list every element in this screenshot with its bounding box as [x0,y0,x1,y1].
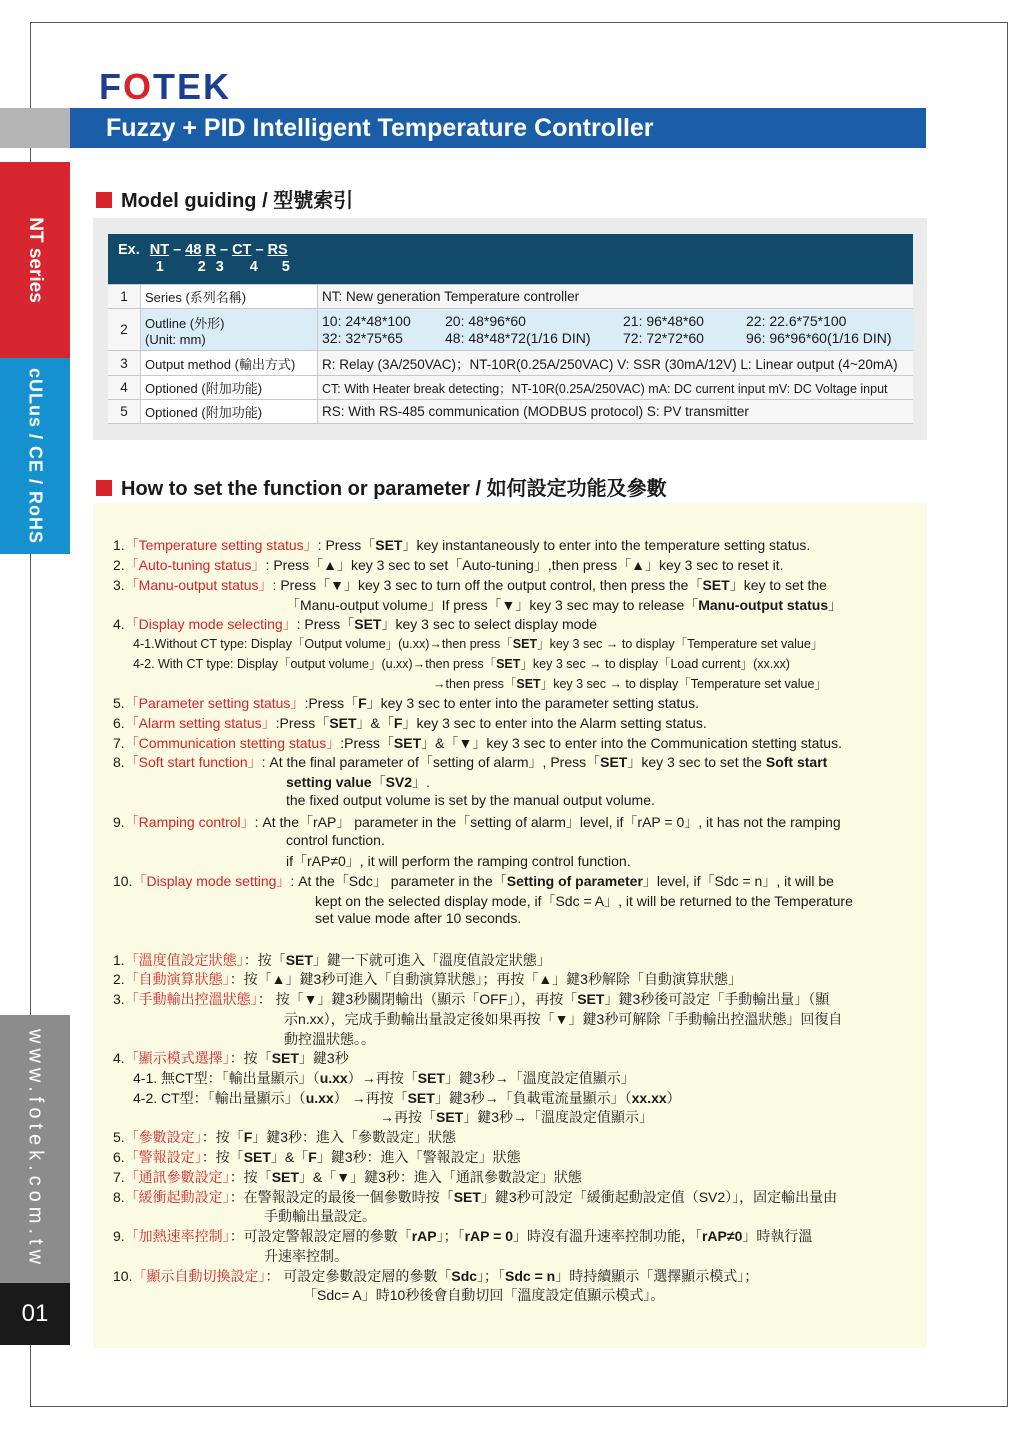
english-instruction-line [113,693,699,713]
instruction-text: 」鍵3秒 [298,1050,349,1066]
key-name: SET [407,1090,435,1106]
instruction-text: 」鍵3秒→「負載電流量顯示」（ [434,1090,632,1106]
function-name: 「顯示模式選擇」 [124,1050,230,1066]
item-number: 3. [113,577,125,593]
instruction-text: ：在警報設定的最後一個參數時按「 [229,1189,454,1205]
english-instruction-line [113,871,834,891]
key-name: Sdc [451,1268,478,1284]
english-instruction-line [433,674,827,692]
instruction-text: ：按「 [229,1169,272,1185]
instruction-text: 」鍵3秒：進入「警報設定」狀態 [316,1149,521,1165]
instruction-text: 」key 3 sec → to display「Temperature set value」 [537,637,824,651]
instruction-text: ）→再按「 [347,1070,418,1086]
key-name: SET [702,577,730,593]
english-instruction-line [113,812,841,832]
model-table [108,234,913,424]
key-name: SET [375,537,403,553]
example-code: NT – 48 R – CT – RS 1 2 3 4 5 [149,242,290,275]
english-instruction-line [113,752,827,772]
function-name: 「Parameter setting status」 [124,695,305,711]
key-name: F [393,715,403,731]
key-name: xx.xx [631,1090,667,1106]
function-name: 「Display mode setting」 [132,873,291,889]
key-name: rAP = 0 [464,1228,513,1244]
key-name: SET [453,1189,481,1205]
key-name: Soft start [765,754,828,770]
key-name: SET [577,991,605,1007]
certification-tab-label: cULus / CE / RoHS [25,367,46,545]
key-name: SET [512,637,538,651]
function-name: 「Soft start function」 [124,754,262,770]
title-bar [70,108,926,148]
chinese-instruction-line [113,950,551,970]
instruction-text: ） [666,1090,681,1106]
instruction-text: 升速率控制。 [264,1248,348,1264]
chinese-instruction-line [113,989,829,1009]
model-row: 1 Series (系列名稱) NT: New generation Temperature controller [108,285,913,309]
chinese-instruction-line [303,1285,664,1305]
how-to-heading: How to set the function or parameter / 如何設定功能及參數 [96,472,667,501]
instruction-text: 」鍵3秒：進入「參數設定」狀態 [252,1129,457,1145]
function-name: 「Ramping control」 [124,814,255,830]
instruction-text: 」key 3 sec to enter into the Alarm setting status. [402,715,707,731]
item-number: 8. [113,754,125,770]
key-name: SET [243,1149,271,1165]
series-tab-label: NT series [25,217,46,303]
instruction-text: ：按「 [201,1129,244,1145]
chinese-instruction-line [113,1048,349,1068]
instruction-text: 」時執行溫 [742,1228,813,1244]
instruction-text: 」&「 [356,715,394,731]
instruction-text: : At the final parameter of「setting of alarm」, Press「 [261,754,601,770]
english-instruction-line [113,535,810,555]
instruction-text: 」key 3 sec to select display mode [381,616,598,632]
key-name: SET [329,715,357,731]
instruction-text: :Press「 [340,735,394,751]
instruction-text: 4-2. CT型：「輸出量顯示」（ [133,1090,306,1106]
chinese-instruction-line [284,1009,842,1029]
instruction-text: 」鍵3秒→「溫度設定值顯示」 [444,1070,635,1086]
key-name: Sdc = n [505,1268,556,1284]
item-number: 7. [113,1169,125,1185]
key-name: SET [393,735,422,751]
instruction-text: if「rAP≠0」, it will perform the ramping control function. [286,853,631,869]
key-name: rAP≠0 [701,1228,743,1244]
instruction-text: 」時持續顯示「選擇顯示模式」； [555,1268,759,1284]
certification-tab [0,358,70,554]
section-bullet-icon [96,480,112,496]
instruction-text: 「Manu-output volume」If press「▼」key 3 sec may to release「 [286,597,699,613]
key-name: SET [354,616,382,632]
function-name: 「顯示自動切換設定」 [132,1268,266,1284]
fotek-logo: FOTEK [99,66,232,107]
key-name: F [243,1129,253,1145]
key-name: F [358,695,367,711]
function-name: 「警報設定」 [124,1149,202,1165]
website-tab-label: www.fotek.com.tw [24,1028,47,1270]
instruction-text: 」鍵3秒→「溫度設定值顯示」 [463,1109,654,1125]
key-name: SET [496,657,521,671]
function-name: 「緩衝起動設定」 [124,1189,230,1205]
instruction-text: 」 [828,597,843,613]
chinese-instruction-line [113,969,742,989]
instruction-text: 4-2. With CT type: Display「output volume」(u.xx)→then press「 [133,657,497,671]
section-bullet-icon [96,192,112,208]
model-example-row [108,234,913,285]
instruction-text: ：按「 [229,1050,272,1066]
key-name: SET [516,677,541,691]
key-name: SET [271,1050,299,1066]
instruction-text: the fixed output volume is set by the manual output volume. [286,792,655,808]
instruction-text: ： 可設定參數設定層的參數「 [265,1268,452,1284]
english-instruction-line [286,792,655,808]
example-prefix: Ex. [118,242,140,258]
page-title: Fuzzy + PID Intelligent Temperature Controller [106,114,654,142]
instruction-text: : Press「▲」key 3 sec to set「Auto-tuning」,then press「▲」key 3 sec to reset it. [265,557,784,573]
chinese-instruction-line [133,1088,681,1108]
chinese-instruction-line [113,1167,582,1187]
item-number: 2. [113,971,125,987]
model-row: 2 Outline (外形) (Unit: mm) 10: 24*48*100 20: 48*96*60 21: 96*48*60 22: 22.6*75*100 32: 32*75*65 48: 48*48*72(1/16 DIN) 72: 72*72*60 96: 96*96*60(1/16 DIN) [108,309,913,351]
instruction-text: 」鍵3秒可設定「緩衝起動設定值（SV2）」，固定輸出量由 [480,1189,838,1205]
function-name: 「手動輸出控溫狀態」 [124,991,258,1007]
instruction-text: :Press「 [275,715,330,731]
website-tab [0,1015,70,1283]
english-instruction-line [315,910,521,926]
english-instruction-line [133,634,823,652]
instruction-text: 」鍵一下就可進入「溫度值設定狀態」 [312,952,551,968]
function-name: 「Auto-tuning status」 [124,557,266,573]
key-name: Manu-output status [698,597,829,613]
english-instruction-line [113,713,707,733]
function-name: 「加熱速率控制」 [124,1228,230,1244]
item-number: 5. [113,1129,125,1145]
instruction-text: : At the「Sdc」 parameter in the「 [290,873,507,889]
chinese-instruction-line [284,1029,375,1049]
function-name: 「Display mode selecting」 [124,616,297,632]
key-name: SET [417,1070,445,1086]
key-name: SET [285,952,313,968]
item-number: 4. [113,1050,125,1066]
key-name: u.xx [305,1090,334,1106]
title-bar-accent [0,108,70,148]
function-name: 「參數設定」 [124,1129,202,1145]
key-name: u.xx [319,1070,348,1086]
instruction-text: 」&「▼」key 3 sec to enter into the Communication stetting status. [421,735,842,751]
key-name: setting value [286,774,372,790]
item-number: 6. [113,1149,125,1165]
function-name: 「溫度值設定狀態」 [124,952,244,968]
english-instruction-line [315,891,853,911]
item-number: 3. [113,991,125,1007]
instruction-text: ） →再按「 [333,1090,408,1106]
instruction-text: kept on the selected display mode, if「Sdc = A」, it will be returned to the Temperature [315,893,853,909]
english-instruction-line [113,614,597,634]
key-name: SET [436,1109,464,1125]
instruction-text: 」key 3 sec to set the [627,754,766,770]
chinese-instruction-line [113,1147,521,1167]
instruction-text: 」；「 [477,1268,506,1284]
english-instruction-line [286,595,842,615]
instruction-text: : At the「rAP」 parameter in the「setting of alarm」level, if「rAP = 0」, it has not the ramping [254,814,841,830]
instruction-text: 示n.xx），完成手動輸出量設定後如果再按「▼」鍵3秒可解除「手動輸出控溫狀態」回復自 [284,1011,843,1027]
instruction-text: 手動輸出量設定。 [264,1208,376,1224]
instruction-text: ： 按「▼」鍵3秒關閉輸出（顯示「OFF」），再按「 [257,991,578,1007]
chinese-instruction-line [113,1187,837,1207]
item-number: 8. [113,1189,125,1205]
instruction-text: : Press「▼」key 3 sec to turn off the output control, then press the「 [272,577,703,593]
key-name: SET [600,754,628,770]
item-number: 7. [113,735,125,751]
instruction-text: 」key instantaneously to enter into the temperature setting status. [402,537,811,553]
instruction-text: ：可設定警報設定層的參數「 [229,1228,412,1244]
instruction-text: 」. [412,774,430,790]
item-number: 10. [113,873,133,889]
outline-size-grid: 10: 24*48*100 20: 48*96*60 21: 96*48*60 22: 22.6*75*100 32: 32*75*65 48: 48*48*72(1/16 DIN) 72: 72*72*60 96: 96*96*60(1/16 DIN) [322,312,892,346]
page-number: 01 [0,1283,70,1345]
instruction-text: 「 [371,774,386,790]
english-instruction-line [286,772,430,792]
english-instruction-line [113,733,842,753]
english-instruction-line [133,654,790,672]
instruction-text: :Press「 [304,695,359,711]
english-instruction-line [286,851,631,871]
english-instruction-line [113,575,827,595]
instruction-text: : Press「 [317,537,376,553]
instruction-text: 」時沒有溫升速率控制功能，「 [512,1228,702,1244]
model-guiding-heading: Model guiding / 型號索引 [96,184,353,213]
chinese-instruction-line [380,1107,653,1127]
model-row: 3 Output method (輸出方式) R: Relay (3A/250VAC)；NT-10R(0.25A/250VAC) V: SSR (30mA/12V) L: Linear output (4~20mA) [108,351,913,376]
instruction-text: : Press「 [296,616,355,632]
chinese-instruction-line [113,1127,456,1147]
instruction-text: 」key 3 sec to enter into the parameter setting status. [366,695,699,711]
item-number: 5. [113,695,125,711]
english-instruction-line [113,555,783,575]
key-name: Setting of parameter [506,873,643,889]
item-number: 2. [113,557,125,573]
instruction-text: 」key to set the [729,577,827,593]
instruction-text: 」key 3 sec → to display「Load current」(xx.xx) [520,657,790,671]
function-name: 「Temperature setting status」 [124,537,318,553]
instruction-text: 4-1. 無CT型：「輸出量顯示」（ [133,1070,320,1086]
item-number: 9. [113,1228,125,1244]
item-number: 9. [113,814,125,830]
instruction-text: →then press「 [433,677,517,691]
chinese-instruction-line [264,1206,376,1226]
item-number: 1. [113,952,125,968]
function-name: 「Alarm setting status」 [124,715,276,731]
instruction-text: 「Sdc= A」時10秒後會自動切回「溫度設定值顯示模式」。 [303,1287,665,1303]
chinese-instruction-line [113,1226,812,1246]
function-name: 「自動演算狀態」 [124,971,230,987]
instruction-text: ：按「 [243,952,286,968]
function-name: 「Communication stetting status」 [124,735,341,751]
chinese-instruction-line [133,1068,635,1088]
model-row: 4 Optioned (附加功能) CT: With Heater break detecting；NT-10R(0.25A/250VAC) mA: DC current input mV: DC Voltage input [108,376,913,400]
item-number: 4. [113,616,125,632]
key-name: SET [271,1169,299,1185]
instruction-text: 」鍵3秒後可設定「手動輸出量」（顯 [604,991,830,1007]
key-name: SV2 [385,774,413,790]
instruction-text: ：按「 [201,1149,244,1165]
series-tab [0,162,70,358]
instruction-text: 動控溫狀態。。 [284,1031,375,1047]
item-number: 10. [113,1268,133,1284]
instruction-text: 4-1.Without CT type: Display「Output volume」(u.xx)→then press「 [133,637,513,651]
instruction-text: 」key 3 sec → to display「Temperature set value」 [540,677,827,691]
instruction-text: →再按「 [380,1109,436,1125]
instruction-text: ：按「▲」鍵3秒可進入「自動演算狀態」；再按「▲」鍵3秒解除「自動演算狀態」 [229,971,742,987]
english-instruction-line [286,832,385,848]
function-name: 「Manu-output status」 [124,577,273,593]
instruction-text: 」&「▼」鍵3秒：進入「通訊參數設定」狀態 [298,1169,582,1185]
instruction-text: 」level, if「Sdc = n」, it will be [642,873,834,889]
instruction-text: 」；「 [436,1228,465,1244]
instruction-text: control function. [286,832,385,848]
item-number: 1. [113,537,125,553]
key-name: rAP [411,1228,437,1244]
chinese-instruction-line [113,1266,758,1286]
instruction-text: set value mode after 10 seconds. [315,910,522,926]
key-name: F [308,1149,317,1165]
model-row: 5 Optioned (附加功能) RS: With RS-485 communication (MODBUS protocol) S: PV transmitter [108,400,913,424]
chinese-instruction-line [264,1246,348,1266]
instruction-text: 」&「 [270,1149,309,1165]
item-number: 6. [113,715,125,731]
function-name: 「通訊參數設定」 [124,1169,230,1185]
